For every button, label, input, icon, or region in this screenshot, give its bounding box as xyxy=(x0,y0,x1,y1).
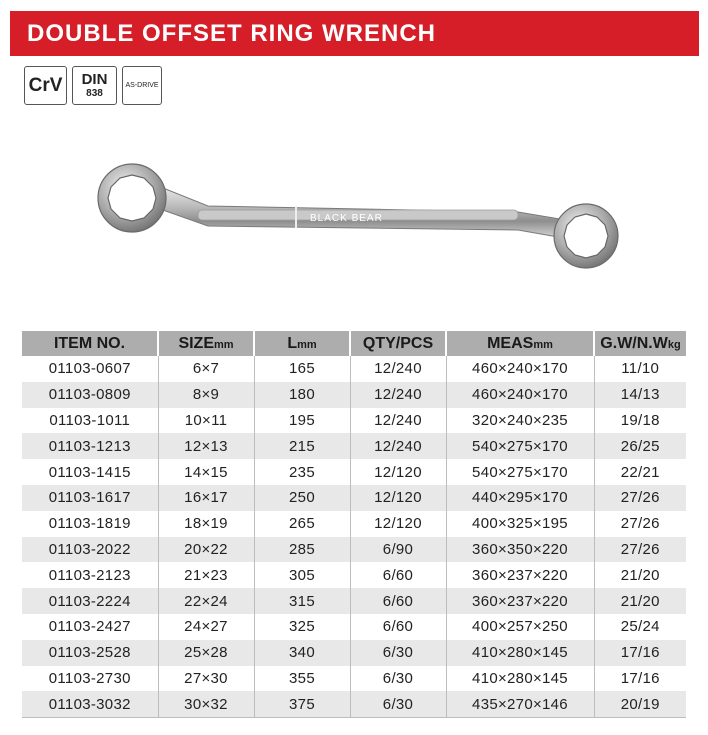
table-cell: 19/18 xyxy=(620,411,660,429)
table-cell: 30×32 xyxy=(158,691,254,717)
table-cell: 6/60 xyxy=(350,588,446,614)
table-cell: 12/120 xyxy=(350,511,446,537)
table-cell: 27×30 xyxy=(158,666,254,692)
table-cell: 235 xyxy=(254,459,350,485)
column-header-label: L xyxy=(287,334,298,352)
table-cell: 6/60 xyxy=(350,614,446,640)
column-header-label: MEAS xyxy=(487,334,534,352)
table-cell: 440×295×170 xyxy=(446,485,594,511)
table-cell: 21×23 xyxy=(158,562,254,588)
length-header xyxy=(254,331,350,356)
table-header-row xyxy=(22,331,686,356)
table-cell: 12/240 xyxy=(350,408,446,434)
feature-badges xyxy=(24,66,162,105)
table-row xyxy=(22,562,686,588)
table-cell: 01103-1011 xyxy=(22,408,158,434)
din-badge-line2: 838 xyxy=(86,88,103,99)
table-cell: 01103-0607 xyxy=(22,356,158,382)
table-row xyxy=(22,459,686,485)
column-header-label: SIZE xyxy=(178,334,214,352)
table-row xyxy=(22,588,686,614)
table-cell: 14×15 xyxy=(158,459,254,485)
table-cell: 01103-3032 xyxy=(22,691,158,717)
din-badge xyxy=(72,66,117,105)
table-cell: 6/90 xyxy=(350,537,446,563)
table-cell: 27/26 xyxy=(594,537,686,563)
table-cell: 12/240 xyxy=(350,382,446,408)
table-cell: 27/26 xyxy=(594,485,686,511)
table-cell: 01103-1213 xyxy=(22,433,158,459)
table-cell: 01103-1617 xyxy=(22,485,158,511)
table-cell: 215 xyxy=(254,433,350,459)
table-cell: 24×27 xyxy=(158,614,254,640)
table-cell: 17/16 xyxy=(594,640,686,666)
table-cell: 01103-1819 xyxy=(22,511,158,537)
table-cell: 12/240 xyxy=(350,433,446,459)
column-header-label: G.W/N.W xyxy=(600,334,668,352)
table-cell: 01103-2427 xyxy=(22,614,158,640)
table-cell: 6/60 xyxy=(350,562,446,588)
table-cell: 01103-2730 xyxy=(22,666,158,692)
table-cell: 320×240×235 xyxy=(446,408,594,434)
table-row xyxy=(22,511,686,537)
table-cell: 01103-2123 xyxy=(22,562,158,588)
table-cell: 01103-2528 xyxy=(22,640,158,666)
table-cell: 12/120 xyxy=(350,459,446,485)
column-header-unit: mm xyxy=(214,338,234,351)
table-cell: 250 xyxy=(254,485,350,511)
table-cell: 265 xyxy=(254,511,350,537)
item-no-header xyxy=(22,331,158,356)
table-cell: 01103-0809 xyxy=(22,382,158,408)
column-header-unit: mm xyxy=(533,338,553,351)
table-row xyxy=(22,691,686,717)
table-cell: 180 xyxy=(254,382,350,408)
table-cell: 285 xyxy=(254,537,350,563)
table-cell: 375 xyxy=(254,691,350,717)
table-row xyxy=(22,485,686,511)
din-badge-line1: DIN xyxy=(81,71,108,88)
table-cell: 360×237×220 xyxy=(446,588,594,614)
size-header xyxy=(158,331,254,356)
table-cell: 22/21 xyxy=(620,463,660,481)
table-cell: 6×7 xyxy=(158,356,254,382)
table-row xyxy=(22,356,686,382)
table-cell: 01103-2224 xyxy=(22,588,158,614)
table-cell: 400×257×250 xyxy=(446,614,594,640)
meas-header xyxy=(446,331,594,356)
table-cell: 195 xyxy=(254,408,350,434)
table-cell: 6/30 xyxy=(350,666,446,692)
table-row xyxy=(22,640,686,666)
table-cell: 22×24 xyxy=(158,588,254,614)
column-header-unit: mm xyxy=(297,338,317,351)
table-cell: 16×17 xyxy=(158,485,254,511)
qty-header xyxy=(350,331,446,356)
table-cell: 10×11 xyxy=(158,408,254,434)
table-cell: 315 xyxy=(254,588,350,614)
page-title: DOUBLE OFFSET RING WRENCH xyxy=(27,20,436,47)
table-cell: 21/20 xyxy=(620,566,660,584)
wrench-image xyxy=(88,160,624,280)
table-cell: 540×275×170 xyxy=(446,433,594,459)
table-cell: 18×19 xyxy=(158,511,254,537)
table-cell: 25×28 xyxy=(158,640,254,666)
table-cell: 26/25 xyxy=(594,433,686,459)
table-row xyxy=(22,382,686,408)
table-cell: 460×240×170 xyxy=(446,356,594,382)
table-body xyxy=(22,356,686,718)
table-cell: 410×280×145 xyxy=(446,666,594,692)
title-bar xyxy=(10,11,699,56)
column-header-unit: kg xyxy=(667,338,681,351)
table-cell: 460×240×170 xyxy=(446,382,594,408)
spec-table-container xyxy=(22,331,686,718)
spec-table xyxy=(22,331,686,718)
table-cell: 25/24 xyxy=(620,618,660,636)
table-cell: 6/30 xyxy=(350,691,446,717)
table-cell: 360×237×220 xyxy=(446,562,594,588)
table-row xyxy=(22,433,686,459)
table-cell: 340 xyxy=(254,640,350,666)
table-cell: 14/13 xyxy=(594,382,686,408)
table-cell: 12/120 xyxy=(350,485,446,511)
as-drive-badge xyxy=(122,66,162,105)
table-cell: 325 xyxy=(254,614,350,640)
table-cell: 435×270×146 xyxy=(446,691,594,717)
table-cell: 540×275×170 xyxy=(446,459,594,485)
weight-header xyxy=(594,331,686,356)
table-cell: 410×280×145 xyxy=(446,640,594,666)
table-cell: 165 xyxy=(254,356,350,382)
table-row xyxy=(22,614,686,640)
table-cell: 305 xyxy=(254,562,350,588)
as-drive-badge-label: AS-DRIVE xyxy=(125,82,159,89)
table-cell: 17/16 xyxy=(620,669,660,687)
table-cell: 12/240 xyxy=(350,356,446,382)
table-cell: 27/26 xyxy=(620,515,660,533)
table-row xyxy=(22,537,686,563)
table-cell: 6/30 xyxy=(350,640,446,666)
table-row xyxy=(22,666,686,692)
table-cell: 20×22 xyxy=(158,537,254,563)
table-cell: 21/20 xyxy=(594,588,686,614)
table-cell: 360×350×220 xyxy=(446,537,594,563)
table-cell: 01103-1415 xyxy=(22,459,158,485)
column-header-label: QTY/PCS xyxy=(362,334,434,352)
table-cell: 11/10 xyxy=(621,360,660,378)
table-cell: 12×13 xyxy=(158,433,254,459)
column-header-label: ITEM NO. xyxy=(53,334,126,352)
crv-badge xyxy=(24,66,67,105)
table-cell: 400×325×195 xyxy=(446,511,594,537)
table-cell: 20/19 xyxy=(594,691,686,717)
table-cell: 01103-2022 xyxy=(22,537,158,563)
crv-badge-label: CrV xyxy=(28,74,63,96)
table-cell: 8×9 xyxy=(158,382,254,408)
table-cell: 355 xyxy=(254,666,350,692)
wrench-engraving: BLACK BEAR xyxy=(310,213,383,224)
table-row xyxy=(22,408,686,434)
